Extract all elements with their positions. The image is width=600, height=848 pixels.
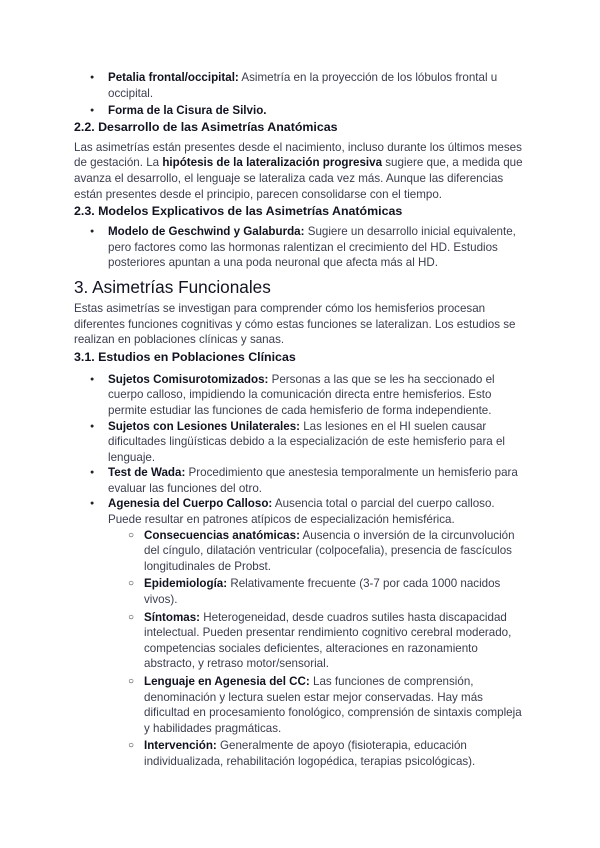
list-item-term: Petalia frontal/occipital: xyxy=(108,71,239,84)
section-heading-3: 3. Asimetrías Funcionales xyxy=(74,276,271,297)
top-bullet-list xyxy=(74,70,530,119)
section-paragraph-2-2 xyxy=(74,140,530,202)
list-item-text: Procedimiento que anestesia temporalmente un hemisferio para evaluar las funciones del otro. xyxy=(108,466,518,495)
sub-list-item xyxy=(74,610,530,672)
models-bullet-list xyxy=(74,224,530,271)
list-item-term: Modelo de Geschwind y Galaburda: xyxy=(108,225,305,239)
section-heading-2-2: 2.2. Desarrollo de las Asimetrías Anatómicas xyxy=(74,119,338,134)
sub-list-item-text: Ausencia o inversión de la circunvolución del cíngulo, dilatación ventricular (colpocefalia), presencia de fascículos longitudinales de Probst. xyxy=(144,528,515,573)
sub-list-item-text: Heterogeneidad, desde cuadros sutiles hasta discapacidad intelectual. Pueden presentar rendimiento cognitivo cerebral moderado, competencias sociales deficientes, alteraciones en razonamiento abstracto, y retraso motor/sensorial. xyxy=(144,610,512,671)
sub-list-item-term: Consecuencias anatómicas: xyxy=(144,528,300,542)
sub-list-item-term: Epidemiología: xyxy=(144,577,228,591)
paragraph-bold-term: hipótesis de la lateralización progresiva xyxy=(162,156,383,170)
sub-list-item xyxy=(74,738,530,769)
list-item-text: Asimetría en la proyección de los lóbulos frontal u occipital. xyxy=(108,71,498,100)
sub-list-item-term: Intervención: xyxy=(144,739,217,753)
list-item xyxy=(74,224,530,271)
section-heading-3-1: 3.1. Estudios en Poblaciones Clínicas xyxy=(74,349,296,364)
section-heading-2-3: 2.3. Modelos Explicativos de las Asimetrías Anatómicas xyxy=(74,204,403,219)
list-item-term: Sujetos con Lesiones Unilaterales: xyxy=(108,419,300,433)
list-item-text: Sugiere un desarrollo inicial equivalente, pero factores como las hormonas ralentizan el crecimiento del HD. Estudios posteriores apuntan a una poda neuronal que afecta más al HD. xyxy=(108,225,516,270)
paragraph-text: sugiere que, a medida que avanza el desarrollo, el lenguaje se lateraliza cada vez más. Aunque las diferencias están presentes desde el principio, parecen consolidarse con el tiempo. xyxy=(74,156,523,201)
sub-list-item-term: Lenguaje en Agenesia del CC: xyxy=(144,675,310,688)
sub-list-item xyxy=(74,674,530,736)
list-item xyxy=(74,419,530,466)
agenesia-sub-list xyxy=(74,528,530,770)
list-item-term: Sujetos Comisurotomizados: xyxy=(108,372,269,386)
sub-list-item-text: Relativamente frecuente (3-7 por cada 1000 nacidos vivos). xyxy=(144,577,501,607)
list-item-text: Personas a las que se les ha seccionado el cuerpo calloso, impidiendo la comunicación directa entre hemisferios. Esto permite estudiar las funciones de cada hemisferio de forma independiente. xyxy=(108,372,495,417)
list-item xyxy=(74,70,508,101)
list-item xyxy=(74,103,530,119)
clinical-bullet-list xyxy=(74,372,530,770)
list-item-text: Las lesiones en el HI suelen causar dificultades lingüísticas debido a la especialización de este hemisferio para el lenguaje. xyxy=(108,419,505,464)
list-item xyxy=(74,372,530,419)
sub-list-item-text: Las funciones de comprensión, denominación y lectura suelen estar mejor conservadas. Hay más dificultad en procesamiento fonológico, comprensión de sintaxis compleja y habilidades pragmáticas. xyxy=(144,675,522,735)
list-item-term: Test de Wada: xyxy=(108,466,186,480)
list-item xyxy=(74,465,530,496)
sub-list-item-text: Generalmente de apoyo (fisioterapia, educación individualizada, rehabilitación logopédica, terapias psicológicas). xyxy=(144,739,476,768)
list-item xyxy=(74,496,530,769)
section-paragraph-3: Estas asimetrías se investigan para comprender cómo los hemisferios procesan diferentes funciones cognitivas y cómo estas funciones se lateralizan. Los estudios se realizan en poblaciones clínicas y sanas. xyxy=(74,301,516,347)
sub-list-item xyxy=(74,528,530,575)
paragraph-text: Las asimetrías están presentes desde el nacimiento, incluso durante los últimos meses de gestación. La xyxy=(74,140,522,170)
list-item-text: Ausencia total o parcial del cuerpo calloso. Puede resultar en patrones atípicos de especialización hemisférica. xyxy=(108,497,495,527)
sub-list-item-term: Síntomas: xyxy=(144,610,201,624)
list-item-term: Agenesia del Cuerpo Calloso: xyxy=(108,497,273,511)
sub-list-item xyxy=(74,576,530,607)
list-item-term: Forma de la Cisura de Silvio. xyxy=(108,104,267,118)
